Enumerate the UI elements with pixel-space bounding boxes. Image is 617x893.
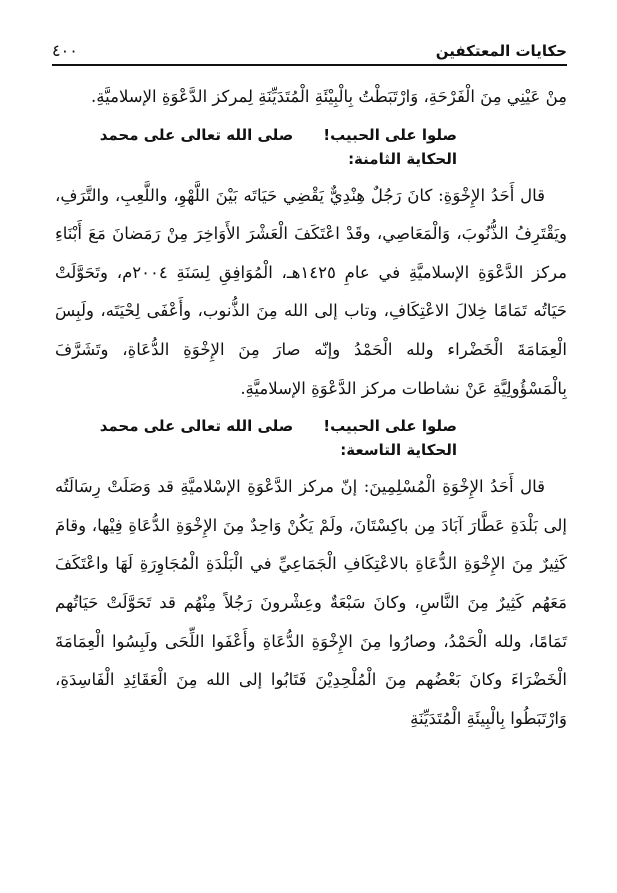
salawat-phrase: صلوا على الحبيب! [323,417,457,436]
paragraph-continuation: مِنْ عَيْنِي مِنَ الْفَرْحَةِ، وَارْتَبَطْتُ بِالْبِيْئَةِ الْمُتَدَيِّنَةِ لِمركز الدَّعْوَةِ الإسلاميَّةِ. [91,87,567,106]
salawat-line-2 [55,414,567,438]
paragraph-ninth-story: قال أَحَدُ الإِخْوَةِ الْمُسْلِمِينَ: إنّ مركز الدَّعْوَةِ الإسْلاميَّةِ قد وَصَلَتْ رِسَالَتُه إلى بَلْدَةِ عَطَّارَ آبَادَ مِن باكِسْتَانَ، ولَمْ يَكُنْ وَاحِدٌ مِنَ الإِخْوَةِ الدُّعَاةِ فِيْها، وقامَ كَثِيرٌ مِنَ الإِخْوَةِ الدُّعَاةِ بالاعْتِكَافِ الْجَمَاعِيِّ في الْبَلْدَةِ الْمُجَاوِرَةِ لَهَا واعْتَكَفَ مَعَهُم كَثِيرٌ مِنَ النَّاسِ، وكانَ سَبْعَةٌ وعِشْرونَ رَجُلاً مِنْهُم قد تَحَوَّلَتْ حَيَاتُهم تَمَامًا، ولله الْحَمْدُ، وصارُوا مِنَ الإِخْوَةِ الدُّعَاةِ وأَعْفَوا اللِّحَى ولَبِسُوا الْعِمَامَةَ الْخَضْرَاءَ وكانَ بَعْضُهم مِنَ الْمُلْحِدِيْنَ فَتَابُوا إلى الله مِنَ الْعَقَائِدِ الْفَاسِدَةِ، وَارْتَبَطُوا بِالْبِيئَةِ الْمُتَدَيِّنَةِ [55,477,567,728]
page-header [52,30,567,60]
page-body [55,78,567,738]
paragraph-eighth-story: قال أَحَدُ الإِخْوَةِ: كانَ رَجُلٌ هِنْدِيٌّ يَقْضِي حَيَاتَه بَيْنَ اللَّهْوِ، واللَّعِبِ، والتَّرَفِ، ويَقْتَرِفُ الذُّنُوبَ، وَالْمَعَاصِي، وقَدْ اعْتَكَفَ الْعَشْرَ الأَوَاخِرَ مِنْ رَمَضانَ مَعَ أَبْنَاءِ مركز الدَّعْوَةِ الإسلاميَّةِ في عامِ ١٤٢٥هـ، الْمُوَافِقِ لِسَنَةِ ٢٠٠٤م، وتَحَوَّلَتْ حَيَاتُه تَمَامًا خِلالَ الاعْتِكَافِ، وتاب إلى الله مِنَ الذُّنوب، وأَعْفَى لِحْيَتَه، ولَبِسَ الْعِمَامَةَ الْخَضْراء ولله الْحَمْدُ وإنّه صارَ مِنَ الإِخْوَةِ الدُّعَاةِ، وتَشَرَّفَ بِالْمَسْؤُولِيَّةِ عَنْ نشاطات مركز الدَّعْوَةِ الإسلاميَّةِ. [55,185,567,398]
running-title: حكايات المعتكفين [435,42,567,60]
section-heading-ninth-story: الحكاية التاسعة: [340,441,457,460]
section-heading-eighth-story: الحكاية الثامنة: [348,149,457,168]
salawat-response: صلى الله تعالى على محمد [99,417,294,436]
salawat-phrase: صلوا على الحبيب! [323,125,457,144]
header-rule [52,64,567,66]
salawat-line-1 [55,123,567,147]
page-number: ٤٠٠ [52,41,78,60]
salawat-response: صلى الله تعالى على محمد [99,125,294,144]
